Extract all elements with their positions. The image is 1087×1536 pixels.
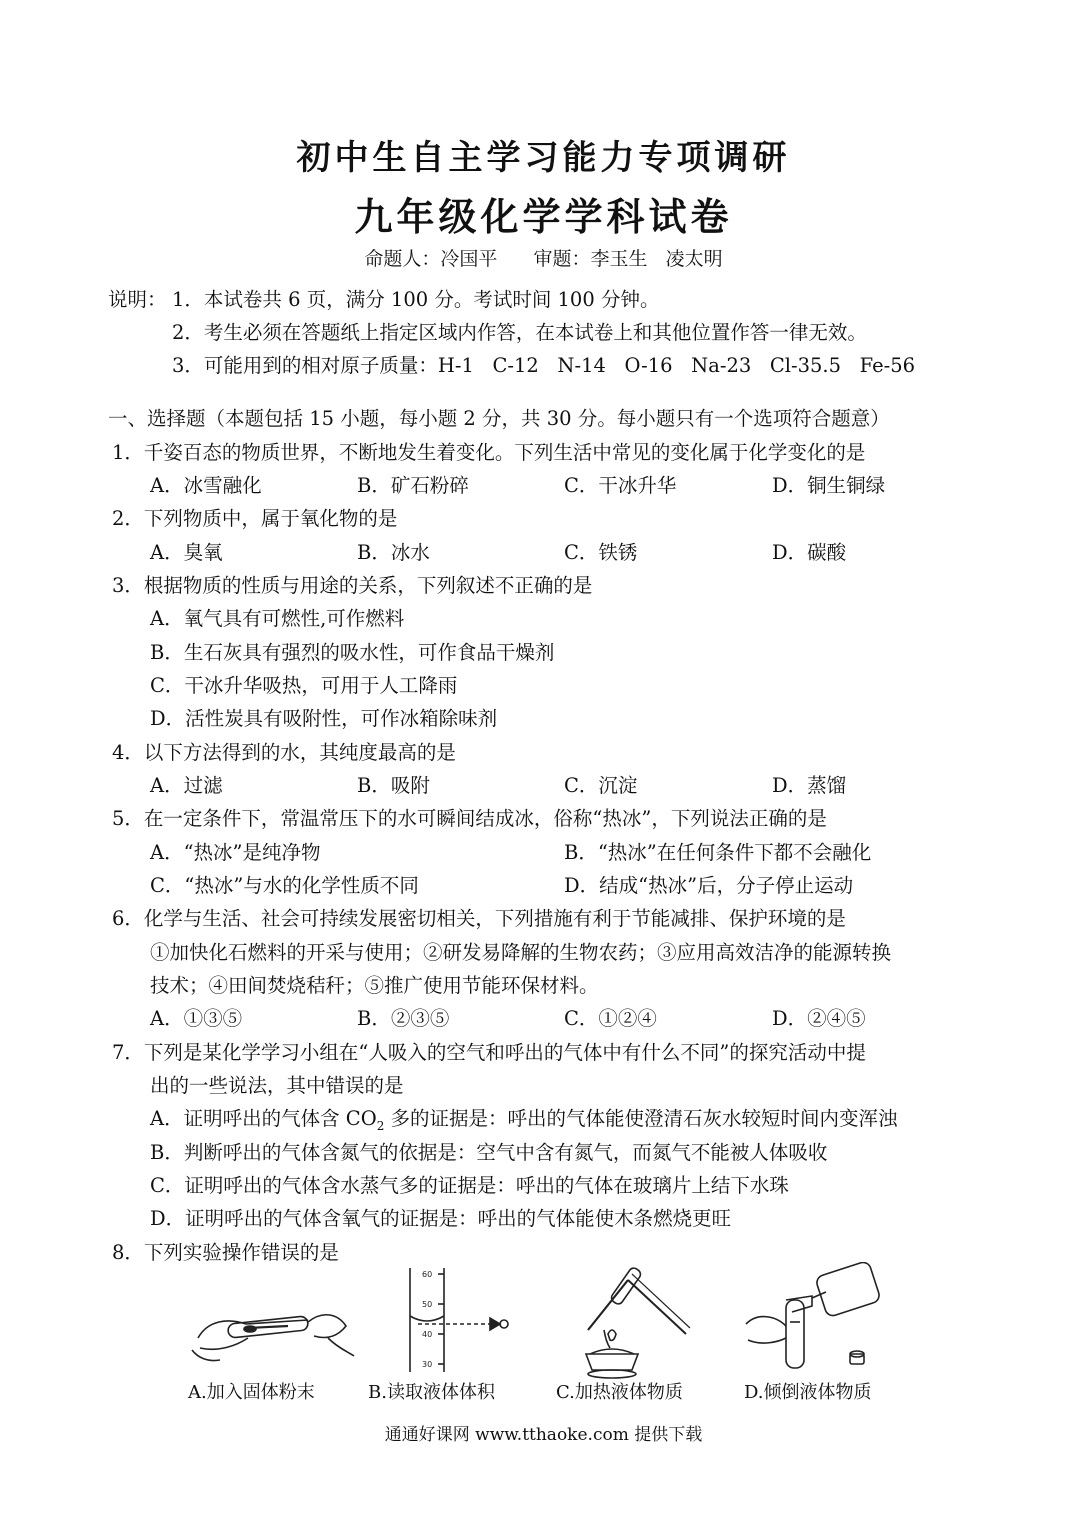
note-item-3: 3．可能用到的相对原子质量：H-1 C-12 N-14 O-16 Na-23 Cl-35.5 Fe-56 xyxy=(172,354,916,377)
question-4-stem: 4．以下方法得到的水，其纯度最高的是 xyxy=(112,741,456,764)
question-6-option-b: B．②③⑤ xyxy=(357,1007,450,1030)
question-5-option-d: D．结成“热冰”后，分子停止运动 xyxy=(564,874,854,897)
question-7-option-c: C．证明呼出的气体含水蒸气多的证据是：呼出的气体在玻璃片上结下水珠 xyxy=(150,1174,789,1197)
question-7-option-a-lead: A．证明呼出的气体含 CO xyxy=(150,1107,377,1130)
question-3-stem: 3．根据物质的性质与用途的关系，下列叙述不正确的是 xyxy=(112,574,593,597)
exam-title-line1: 初中生自主学习能力专项调研 xyxy=(296,138,791,178)
figure-a-label: A.加入固体粉末 xyxy=(188,1382,315,1403)
question-4-option-b: B．吸附 xyxy=(357,774,430,797)
question-4-option-c: C．沉淀 xyxy=(564,774,638,797)
question-7-option-a-rest: 多的证据是：呼出的气体能使澄清石灰水较短时间内变浑浊 xyxy=(384,1107,898,1130)
question-1-stem: 1．千姿百态的物质世界，不断地发生着变化。下列生活中常见的变化属于化学变化的是 xyxy=(112,441,866,464)
figure-a-solid-powder xyxy=(188,1290,358,1370)
question-3-option-d: D．活性炭具有吸附性，可作冰箱除味剂 xyxy=(150,707,498,730)
question-5-option-b: B．“热冰”在任何条件下都不会融化 xyxy=(564,841,872,864)
figure-d-label: D.倾倒液体物质 xyxy=(744,1382,872,1403)
question-2-stem: 2．下列物质中，属于氧化物的是 xyxy=(112,507,398,530)
question-3-option-a: A．氧气具有可燃性,可作燃料 xyxy=(150,607,405,630)
note-item-2: 2．考生必须在答题纸上指定区域内作答，在本试卷上和其他位置作答一律无效。 xyxy=(172,321,867,344)
question-6-stem: 6．化学与生活、社会可持续发展密切相关，下列措施有利于节能减排、保护环境的是 xyxy=(112,907,846,930)
cylinder-tick-50: 50 xyxy=(422,1300,433,1309)
question-1-option-d: D．铜生铜绿 xyxy=(772,474,886,497)
figure-b-read-volume xyxy=(398,1264,518,1376)
question-1-option-b: B．矿石粉碎 xyxy=(357,474,469,497)
question-6-option-d: D．②④⑤ xyxy=(772,1007,866,1030)
question-7-stem-cont1: 出的一些说法，其中错误的是 xyxy=(150,1074,404,1097)
question-7-option-b: B．判断呼出的气体含氮气的依据是：空气中含有氮气，而氮气不能被人体吸收 xyxy=(150,1141,828,1164)
question-6-stem-cont2: 技术；④田间焚烧秸秆；⑤推广使用节能环保材料。 xyxy=(150,974,599,997)
figure-c-heat-liquid xyxy=(570,1262,700,1380)
question-8-stem: 8．下列实验操作错误的是 xyxy=(112,1241,339,1264)
question-6-option-c: C．①②④ xyxy=(564,1007,657,1030)
cylinder-tick-40: 40 xyxy=(422,1330,433,1339)
question-2-option-c: C．铁锈 xyxy=(564,541,638,564)
page-footer: 通通好课网 www.tthaoke.com 提供下载 xyxy=(384,1425,703,1445)
question-2-option-a: A．臭氧 xyxy=(150,541,223,564)
question-7-option-a xyxy=(150,1106,898,1139)
figure-b-label: B.读取液体体积 xyxy=(368,1382,495,1403)
question-7-stem: 7．下列是某化学学习小组在“人吸入的空气和呼出的气体中有什么不同”的探究活动中提 xyxy=(112,1041,866,1064)
question-5-option-a: A．“热冰”是纯净物 xyxy=(150,841,321,864)
figure-c-label: C.加热液体物质 xyxy=(556,1382,683,1403)
note-item-1: 1．本试卷共 6 页，满分 100 分。考试时间 100 分钟。 xyxy=(172,288,660,311)
question-3-option-c: C．干冰升华吸热，可用于人工降雨 xyxy=(150,674,458,697)
question-7-option-d: D．证明呼出的气体含氧气的证据是：呼出的气体能使木条燃烧更旺 xyxy=(150,1207,732,1230)
cylinder-tick-30: 30 xyxy=(422,1360,433,1369)
question-3-option-b: B．生石灰具有强烈的吸水性，可作食品干燥剂 xyxy=(150,641,555,664)
question-5-option-c: C．“热冰”与水的化学性质不同 xyxy=(150,874,419,897)
question-6-stem-cont1: ①加快化石燃料的开采与使用；②研发易降解的生物农药；③应用高效洁净的能源转换 xyxy=(150,941,892,964)
question-1-option-c: C．干冰升华 xyxy=(564,474,677,497)
notes-label: 说明： xyxy=(108,288,167,311)
question-4-option-a: A．过滤 xyxy=(150,774,223,797)
question-2-option-d: D．碳酸 xyxy=(772,541,847,564)
question-6-option-a: A．①③⑤ xyxy=(150,1007,243,1030)
exam-authors: 命题人：冷国平 审题：李玉生 凌太明 xyxy=(364,248,723,270)
exam-title-line2: 九年级化学学科试卷 xyxy=(354,194,733,239)
question-4-option-d: D．蒸馏 xyxy=(772,774,847,797)
question-5-stem: 5．在一定条件下，常温常压下的水可瞬间结成冰，俗称“热冰”，下列说法正确的是 xyxy=(112,807,827,830)
section-heading: 一、选择题（本题包括 15 小题，每小题 2 分，共 30 分。每小题只有一个选项符合题意） xyxy=(108,407,890,430)
question-2-option-b: B．冰水 xyxy=(357,541,430,564)
cylinder-tick-60: 60 xyxy=(422,1270,433,1279)
figure-d-pour-liquid xyxy=(742,1262,892,1376)
question-1-option-a: A．冰雪融化 xyxy=(150,474,262,497)
co2-subscript: 2 xyxy=(376,1118,385,1133)
